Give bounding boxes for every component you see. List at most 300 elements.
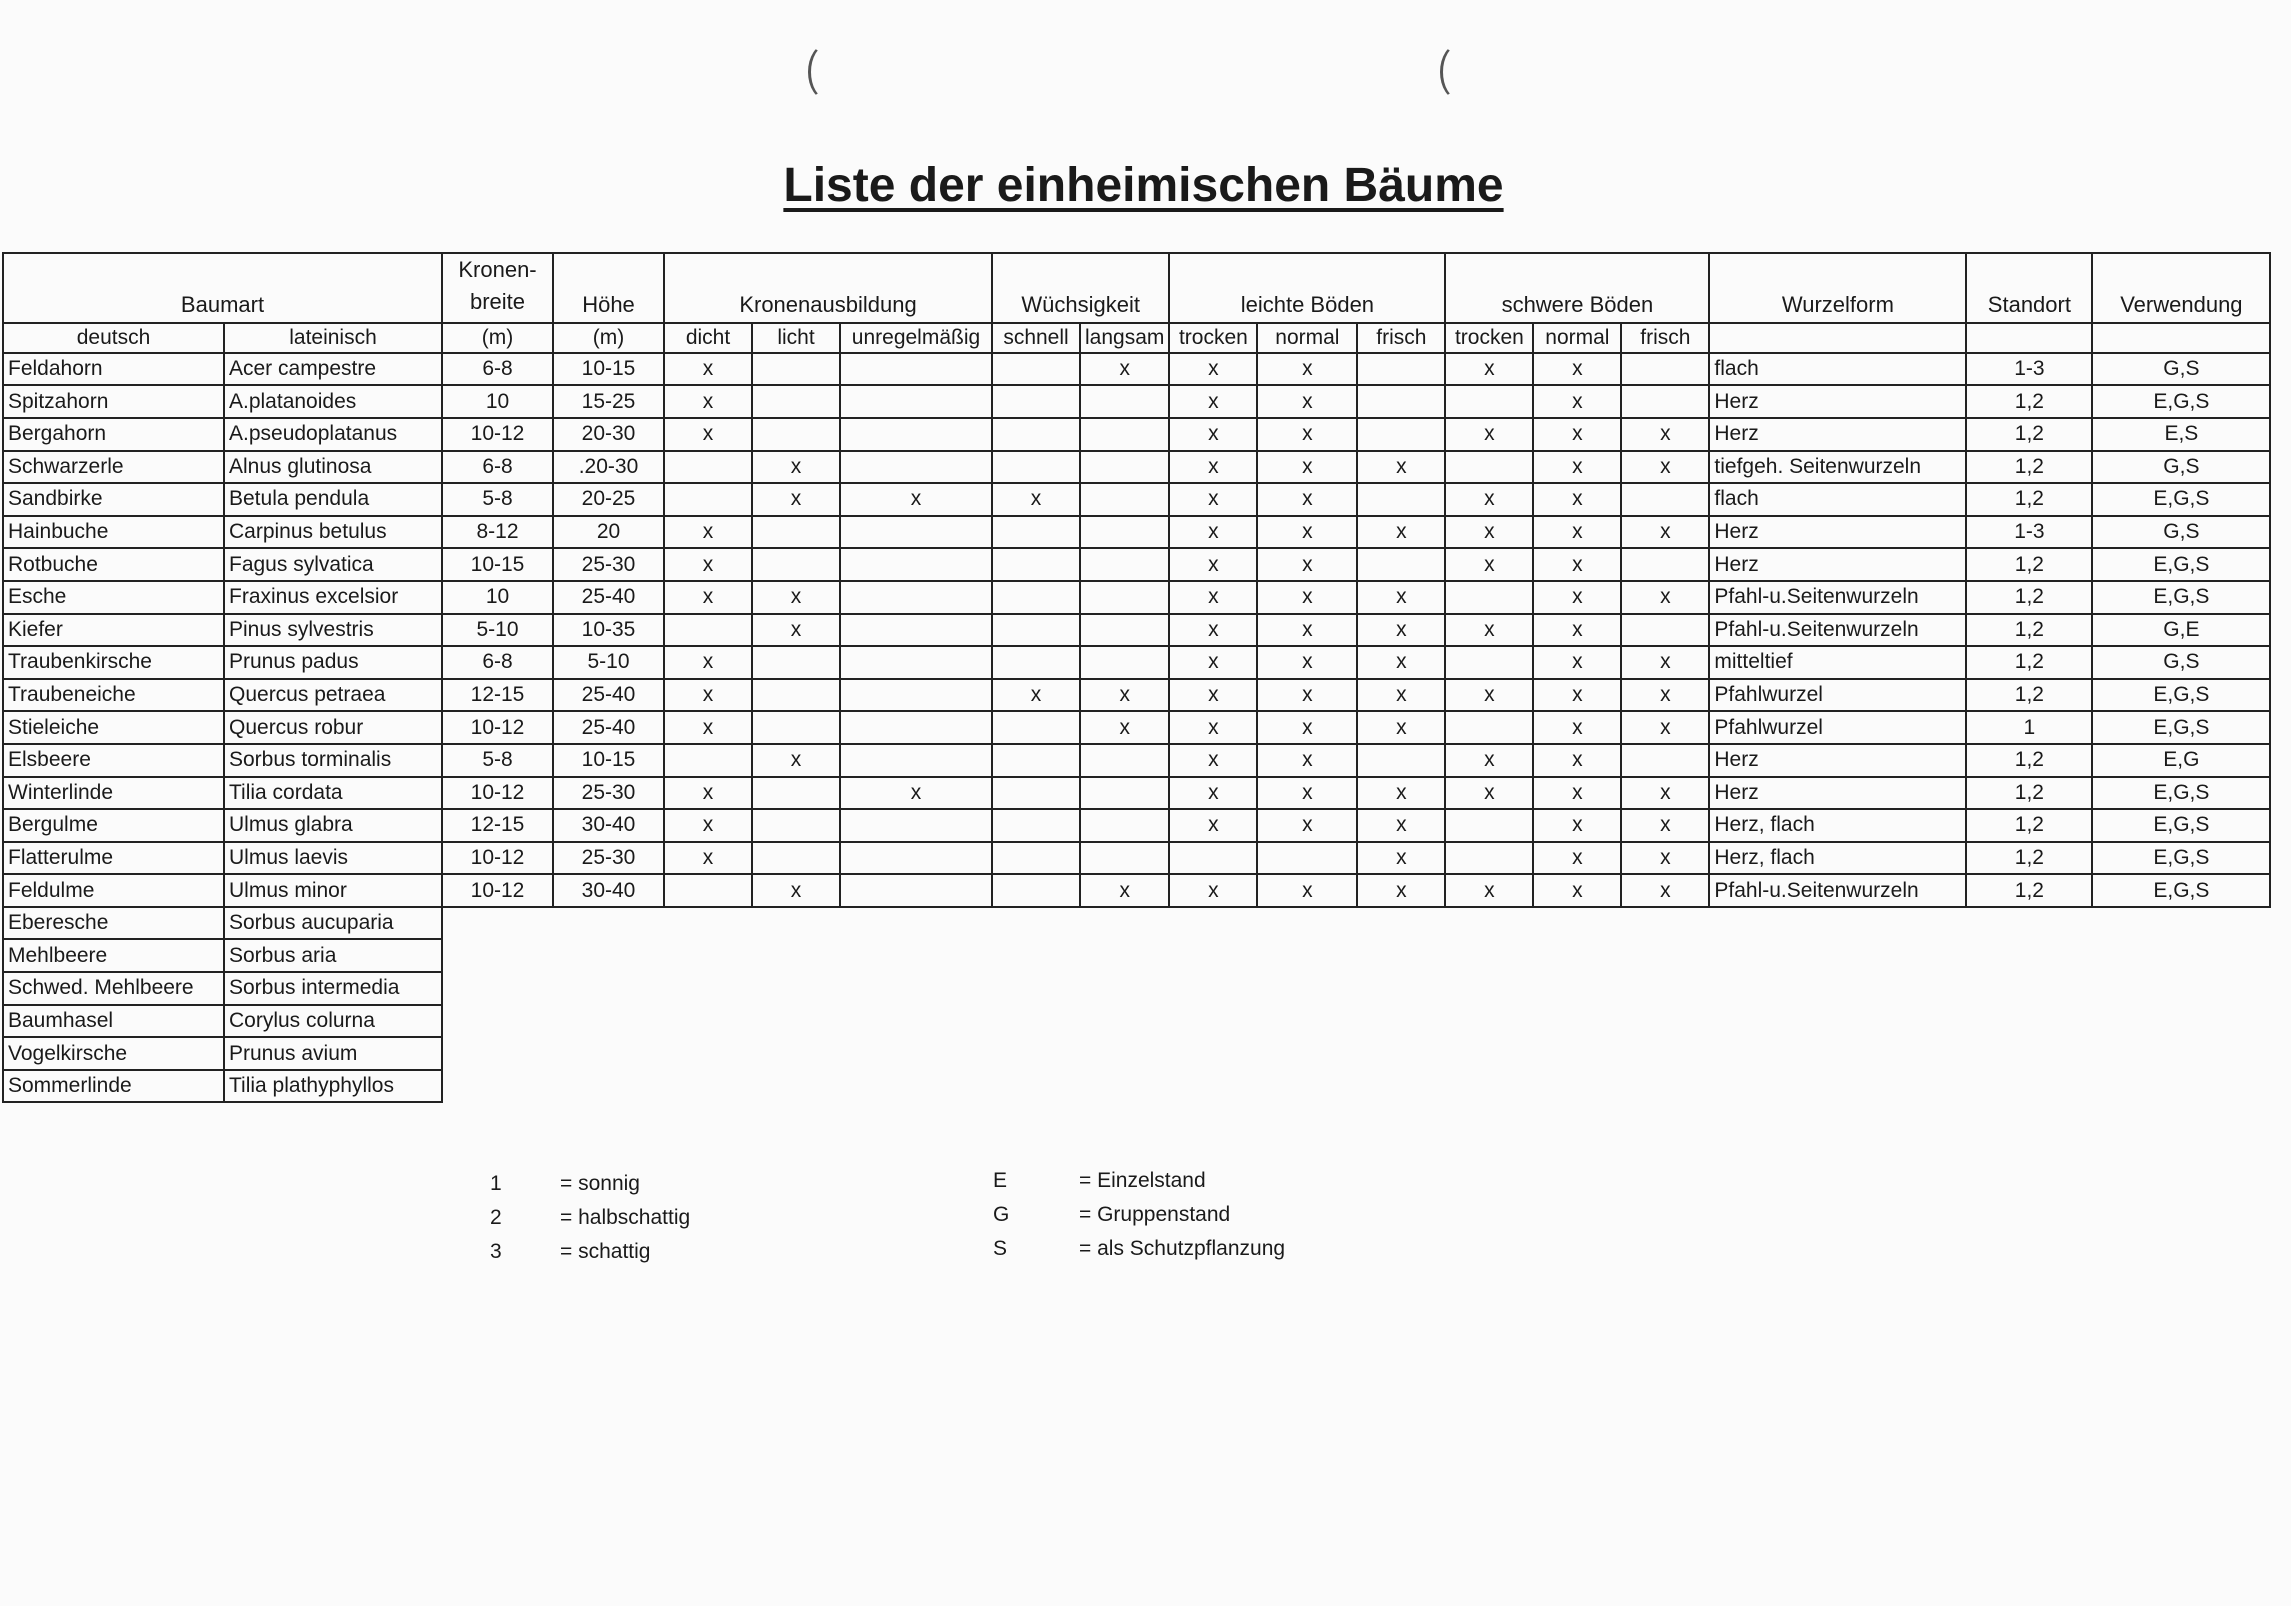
table-cell — [992, 548, 1080, 581]
empty-cell — [1445, 1005, 1533, 1038]
table-cell — [752, 418, 840, 451]
table-cell: x — [1257, 614, 1357, 647]
empty-cell — [1709, 1070, 1966, 1103]
table-cell: 10-12 — [442, 777, 553, 810]
table-cell — [992, 614, 1080, 647]
table-cell: 10-15 — [553, 353, 664, 386]
table-cell: 10-12 — [442, 418, 553, 451]
table-cell: x — [1257, 581, 1357, 614]
empty-cell — [752, 1070, 840, 1103]
table-cell: 8-12 — [442, 516, 553, 549]
table-cell: 10-15 — [553, 744, 664, 777]
table-cell: 25-40 — [553, 679, 664, 712]
table-row — [3, 744, 2270, 777]
table-row — [3, 874, 2270, 907]
table-cell: Vogelkirsche — [3, 1037, 224, 1070]
table-cell: x — [1621, 451, 1709, 484]
table-cell: x — [664, 353, 752, 386]
table-cell: x — [1257, 711, 1357, 744]
table-cell: x — [1257, 744, 1357, 777]
legend-key: E — [993, 1169, 1008, 1192]
table-cell: 1,2 — [1966, 646, 2092, 679]
table-cell: x — [1357, 581, 1445, 614]
table-cell: x — [1169, 809, 1257, 842]
empty-cell — [1621, 939, 1709, 972]
table-row — [3, 548, 2270, 581]
table-cell: x — [1533, 451, 1621, 484]
table-cell: x — [1257, 385, 1357, 418]
table-cell: x — [1445, 744, 1533, 777]
table-cell: x — [1169, 711, 1257, 744]
table-cell: Prunus avium — [224, 1037, 442, 1070]
empty-cell — [553, 972, 664, 1005]
table-cell: Feldahorn — [3, 353, 224, 386]
table-cell: Pfahlwurzel — [1709, 711, 1966, 744]
legend-key: G — [993, 1203, 1010, 1226]
table-cell: E,G — [2092, 744, 2270, 777]
table-cell: x — [1169, 679, 1257, 712]
table-row — [3, 842, 2270, 875]
punch-hole-mark-right — [1440, 44, 1477, 100]
table-cell: Hainbuche — [3, 516, 224, 549]
subheader-deutsch: deutsch — [3, 323, 224, 353]
table-cell: 20 — [553, 516, 664, 549]
table-cell — [840, 385, 992, 418]
table-cell: E,G,S — [2092, 581, 2270, 614]
table-cell: mitteltief — [1709, 646, 1966, 679]
header-schwere-boeden: schwere Böden — [1445, 253, 1709, 323]
empty-cell — [1169, 939, 1257, 972]
table-row — [3, 907, 2270, 940]
table-cell: x — [1533, 646, 1621, 679]
table-cell: x — [1445, 516, 1533, 549]
table-cell: x — [1169, 516, 1257, 549]
table-row — [3, 711, 2270, 744]
empty-cell — [664, 1070, 752, 1103]
table-cell: Herz — [1709, 548, 1966, 581]
table-cell: 6-8 — [442, 646, 553, 679]
table-cell — [1080, 744, 1169, 777]
subheader-langsam: langsam — [1080, 323, 1169, 353]
table-cell: Sommerlinde — [3, 1070, 224, 1103]
table-cell: Kiefer — [3, 614, 224, 647]
empty-cell — [840, 1070, 992, 1103]
table-row — [3, 1005, 2270, 1038]
subheader-wurzelform-empty — [1709, 323, 1966, 353]
legend-row — [490, 1240, 690, 1274]
table-cell — [1080, 451, 1169, 484]
empty-cell — [553, 1037, 664, 1070]
table-cell: E,G,S — [2092, 483, 2270, 516]
table-cell — [752, 809, 840, 842]
table-cell — [1357, 418, 1445, 451]
table-cell: 1,2 — [1966, 385, 2092, 418]
table-cell: 1,2 — [1966, 679, 2092, 712]
table-cell — [992, 842, 1080, 875]
table-cell: x — [664, 809, 752, 842]
table-cell: 1-3 — [1966, 516, 2092, 549]
table-cell — [992, 516, 1080, 549]
table-cell: x — [1357, 516, 1445, 549]
table-cell: Mehlbeere — [3, 939, 224, 972]
table-cell — [840, 646, 992, 679]
table-cell: Alnus glutinosa — [224, 451, 442, 484]
table-cell: x — [664, 418, 752, 451]
table-cell: flach — [1709, 353, 1966, 386]
table-cell: 10-12 — [442, 711, 553, 744]
table-cell: x — [1621, 418, 1709, 451]
subheader-hoehe-unit: (m) — [553, 323, 664, 353]
table-cell: x — [1357, 451, 1445, 484]
table-cell: x — [1169, 581, 1257, 614]
empty-cell — [1533, 1070, 1621, 1103]
table-cell: 1,2 — [1966, 874, 2092, 907]
table-cell: .20-30 — [553, 451, 664, 484]
table-cell — [840, 451, 992, 484]
table-cell: 1,2 — [1966, 614, 2092, 647]
table-cell: 1,2 — [1966, 777, 2092, 810]
table-cell: x — [1357, 809, 1445, 842]
table-cell: Prunus padus — [224, 646, 442, 679]
table-row — [3, 418, 2270, 451]
table-cell: x — [1445, 614, 1533, 647]
table-cell: x — [1080, 874, 1169, 907]
legend-value: = Gruppenstand — [1079, 1203, 1231, 1226]
legend-standort-list — [490, 1172, 690, 1274]
table-cell: x — [1533, 353, 1621, 386]
table-cell: 30-40 — [553, 809, 664, 842]
table-cell: 1,2 — [1966, 809, 2092, 842]
table-cell: x — [752, 581, 840, 614]
header-baumart: Baumart — [3, 253, 442, 323]
legend-value: = sonnig — [560, 1172, 640, 1195]
subheader-lateinisch: lateinisch — [224, 323, 442, 353]
table-cell: x — [1257, 646, 1357, 679]
table-cell: x — [1621, 777, 1709, 810]
table-row — [3, 939, 2270, 972]
table-cell: Traubenkirsche — [3, 646, 224, 679]
table-cell — [1621, 483, 1709, 516]
table-cell: G,S — [2092, 451, 2270, 484]
table-cell: Tilia plathyphyllos — [224, 1070, 442, 1103]
table-cell: Pfahlwurzel — [1709, 679, 1966, 712]
empty-cell — [1257, 1037, 1357, 1070]
table-cell — [992, 874, 1080, 907]
table-cell: 30-40 — [553, 874, 664, 907]
table-cell: x — [1080, 353, 1169, 386]
subheader-schwer-trocken: trocken — [1445, 323, 1533, 353]
empty-cell — [992, 972, 1080, 1005]
table-cell — [992, 744, 1080, 777]
table-cell — [1357, 353, 1445, 386]
table-cell: x — [664, 711, 752, 744]
table-cell: 12-15 — [442, 809, 553, 842]
table-cell — [664, 483, 752, 516]
table-cell: Herz — [1709, 385, 1966, 418]
table-cell: x — [664, 679, 752, 712]
table-cell: 20-25 — [553, 483, 664, 516]
table-cell — [840, 581, 992, 614]
table-cell — [1080, 548, 1169, 581]
subheader-leicht-normal: normal — [1257, 323, 1357, 353]
table-cell — [752, 711, 840, 744]
table-cell: Herz, flach — [1709, 842, 1966, 875]
table-cell — [840, 614, 992, 647]
table-cell: x — [840, 483, 992, 516]
table-cell — [992, 809, 1080, 842]
table-cell — [840, 809, 992, 842]
empty-cell — [1709, 972, 1966, 1005]
table-cell: x — [1445, 777, 1533, 810]
empty-cell — [553, 1070, 664, 1103]
table-cell: Ulmus laevis — [224, 842, 442, 875]
table-cell: x — [1621, 516, 1709, 549]
table-cell — [752, 646, 840, 679]
table-cell: 20-30 — [553, 418, 664, 451]
empty-cell — [840, 972, 992, 1005]
empty-cell — [1169, 1070, 1257, 1103]
table-cell: 25-30 — [553, 842, 664, 875]
table-cell: Traubeneiche — [3, 679, 224, 712]
table-cell: x — [1533, 711, 1621, 744]
empty-cell — [1533, 1037, 1621, 1070]
empty-cell — [1080, 1005, 1169, 1038]
table-cell: Herz — [1709, 777, 1966, 810]
table-row — [3, 581, 2270, 614]
table-cell: x — [664, 548, 752, 581]
empty-cell — [1621, 907, 1709, 940]
table-cell: Carpinus betulus — [224, 516, 442, 549]
empty-cell — [1080, 1037, 1169, 1070]
empty-cell — [2092, 907, 2270, 940]
table-cell: x — [664, 385, 752, 418]
subheader-standort-empty — [1966, 323, 2092, 353]
table-cell: x — [1169, 418, 1257, 451]
empty-cell — [1709, 939, 1966, 972]
empty-cell — [1709, 1037, 1966, 1070]
empty-cell — [840, 939, 992, 972]
empty-cell — [664, 972, 752, 1005]
table-cell: E,G,S — [2092, 874, 2270, 907]
empty-cell — [840, 907, 992, 940]
table-cell: Rotbuche — [3, 548, 224, 581]
table-cell: x — [1533, 874, 1621, 907]
table-cell — [664, 614, 752, 647]
table-cell: x — [1533, 679, 1621, 712]
table-row — [3, 1070, 2270, 1103]
table-cell: 6-8 — [442, 353, 553, 386]
empty-cell — [992, 1005, 1080, 1038]
table-cell: x — [1533, 516, 1621, 549]
table-cell: Herz — [1709, 744, 1966, 777]
table-cell: Ulmus minor — [224, 874, 442, 907]
table-row — [3, 385, 2270, 418]
table-cell: Spitzahorn — [3, 385, 224, 418]
subheader-kronenbreite-unit: (m) — [442, 323, 553, 353]
table-cell: x — [1257, 516, 1357, 549]
table-cell: 10-15 — [442, 548, 553, 581]
empty-cell — [553, 939, 664, 972]
table-cell: G,S — [2092, 646, 2270, 679]
empty-cell — [442, 1037, 553, 1070]
empty-cell — [840, 1005, 992, 1038]
legend-key: 1 — [490, 1172, 502, 1195]
table-cell — [1621, 385, 1709, 418]
empty-cell — [992, 939, 1080, 972]
table-cell — [752, 548, 840, 581]
table-cell: x — [1533, 385, 1621, 418]
table-cell — [840, 679, 992, 712]
table-cell: x — [1533, 581, 1621, 614]
empty-cell — [442, 939, 553, 972]
table-cell: x — [1357, 777, 1445, 810]
legend-verwendung — [993, 1169, 1285, 1271]
empty-cell — [1257, 939, 1357, 972]
table-cell — [840, 842, 992, 875]
empty-cell — [1621, 1005, 1709, 1038]
table-cell — [752, 516, 840, 549]
table-cell: x — [840, 777, 992, 810]
table-cell: E,G,S — [2092, 809, 2270, 842]
page-title — [0, 158, 2291, 213]
table-cell: Pfahl-u.Seitenwurzeln — [1709, 874, 1966, 907]
table-cell: x — [1357, 874, 1445, 907]
legend-value: = Einzelstand — [1079, 1169, 1206, 1192]
table-cell — [752, 353, 840, 386]
table-cell: flach — [1709, 483, 1966, 516]
table-cell: x — [1445, 483, 1533, 516]
table-cell: Winterlinde — [3, 777, 224, 810]
table-cell: x — [992, 483, 1080, 516]
table-cell: x — [1533, 548, 1621, 581]
empty-cell — [1257, 907, 1357, 940]
table-row — [3, 646, 2270, 679]
table-cell: 25-30 — [553, 777, 664, 810]
empty-cell — [1533, 1005, 1621, 1038]
table-row — [3, 483, 2270, 516]
table-cell: x — [1621, 581, 1709, 614]
table-cell — [1080, 581, 1169, 614]
table-cell: 1-3 — [1966, 353, 2092, 386]
empty-cell — [752, 939, 840, 972]
empty-cell — [1169, 1005, 1257, 1038]
empty-cell — [1357, 1005, 1445, 1038]
table-cell: x — [1621, 679, 1709, 712]
table-cell: Acer campestre — [224, 353, 442, 386]
empty-cell — [1533, 972, 1621, 1005]
empty-cell — [1966, 1005, 2092, 1038]
table-cell: x — [1080, 711, 1169, 744]
empty-cell — [992, 907, 1080, 940]
table-cell — [992, 711, 1080, 744]
table-cell: x — [1357, 646, 1445, 679]
table-cell — [752, 679, 840, 712]
table-cell — [1257, 842, 1357, 875]
table-cell: x — [664, 777, 752, 810]
table-cell: x — [1533, 744, 1621, 777]
empty-cell — [1533, 907, 1621, 940]
table-cell: x — [1169, 548, 1257, 581]
table-cell — [1080, 842, 1169, 875]
legend-value: = als Schutzpflanzung — [1079, 1237, 1286, 1260]
table-cell: x — [1257, 874, 1357, 907]
table-cell: Feldulme — [3, 874, 224, 907]
table-cell: x — [1357, 614, 1445, 647]
table-cell: x — [1257, 548, 1357, 581]
table-cell: x — [1533, 483, 1621, 516]
empty-cell — [1445, 1037, 1533, 1070]
legend-standort — [490, 1172, 690, 1274]
table-cell: x — [1445, 874, 1533, 907]
table-cell: Fraxinus excelsior — [224, 581, 442, 614]
table-cell: x — [1357, 679, 1445, 712]
table-cell: 1,2 — [1966, 483, 2092, 516]
table-cell — [1445, 809, 1533, 842]
empty-cell — [664, 939, 752, 972]
table-cell: 1,2 — [1966, 581, 2092, 614]
table-cell: x — [1257, 777, 1357, 810]
empty-cell — [752, 1005, 840, 1038]
table-cell: 5-10 — [553, 646, 664, 679]
table-cell: Pinus sylvestris — [224, 614, 442, 647]
table-cell — [1080, 614, 1169, 647]
table-row — [3, 972, 2270, 1005]
table-cell: Corylus colurna — [224, 1005, 442, 1038]
table-cell: x — [1533, 614, 1621, 647]
table-cell — [1621, 353, 1709, 386]
table-cell: tiefgeh. Seitenwurzeln — [1709, 451, 1966, 484]
table-cell — [840, 548, 992, 581]
table-cell: x — [1169, 646, 1257, 679]
header-kronenausbildung: Kronenausbildung — [664, 253, 992, 323]
table-cell: x — [1257, 353, 1357, 386]
subheader-schwer-normal: normal — [1533, 323, 1621, 353]
empty-cell — [2092, 939, 2270, 972]
legend-row — [490, 1172, 690, 1206]
header-hoehe: Höhe — [553, 253, 664, 323]
table-cell: 6-8 — [442, 451, 553, 484]
table-cell — [1169, 842, 1257, 875]
empty-cell — [1445, 907, 1533, 940]
table-cell: Eberesche — [3, 907, 224, 940]
table-cell: x — [1621, 711, 1709, 744]
table-cell: A.pseudoplatanus — [224, 418, 442, 451]
table-cell: Tilia cordata — [224, 777, 442, 810]
table-cell: E,S — [2092, 418, 2270, 451]
empty-cell — [442, 1070, 553, 1103]
table-cell: x — [1169, 614, 1257, 647]
table-cell — [840, 516, 992, 549]
table-cell: E,G,S — [2092, 385, 2270, 418]
table-cell: Herz — [1709, 418, 1966, 451]
subheader-licht: licht — [752, 323, 840, 353]
table-cell: x — [1445, 548, 1533, 581]
empty-cell — [1966, 1070, 2092, 1103]
empty-cell — [1257, 1005, 1357, 1038]
table-cell: Sorbus aria — [224, 939, 442, 972]
subheader-leicht-frisch: frisch — [1357, 323, 1445, 353]
empty-cell — [1445, 939, 1533, 972]
empty-cell — [2092, 1037, 2270, 1070]
table-cell: x — [1533, 777, 1621, 810]
table-cell — [1080, 809, 1169, 842]
table-cell: x — [752, 744, 840, 777]
empty-cell — [752, 972, 840, 1005]
table-cell: Ulmus glabra — [224, 809, 442, 842]
legend-row — [993, 1169, 1285, 1203]
header-verwendung: Verwendung — [2092, 253, 2270, 323]
table-cell: x — [1621, 809, 1709, 842]
